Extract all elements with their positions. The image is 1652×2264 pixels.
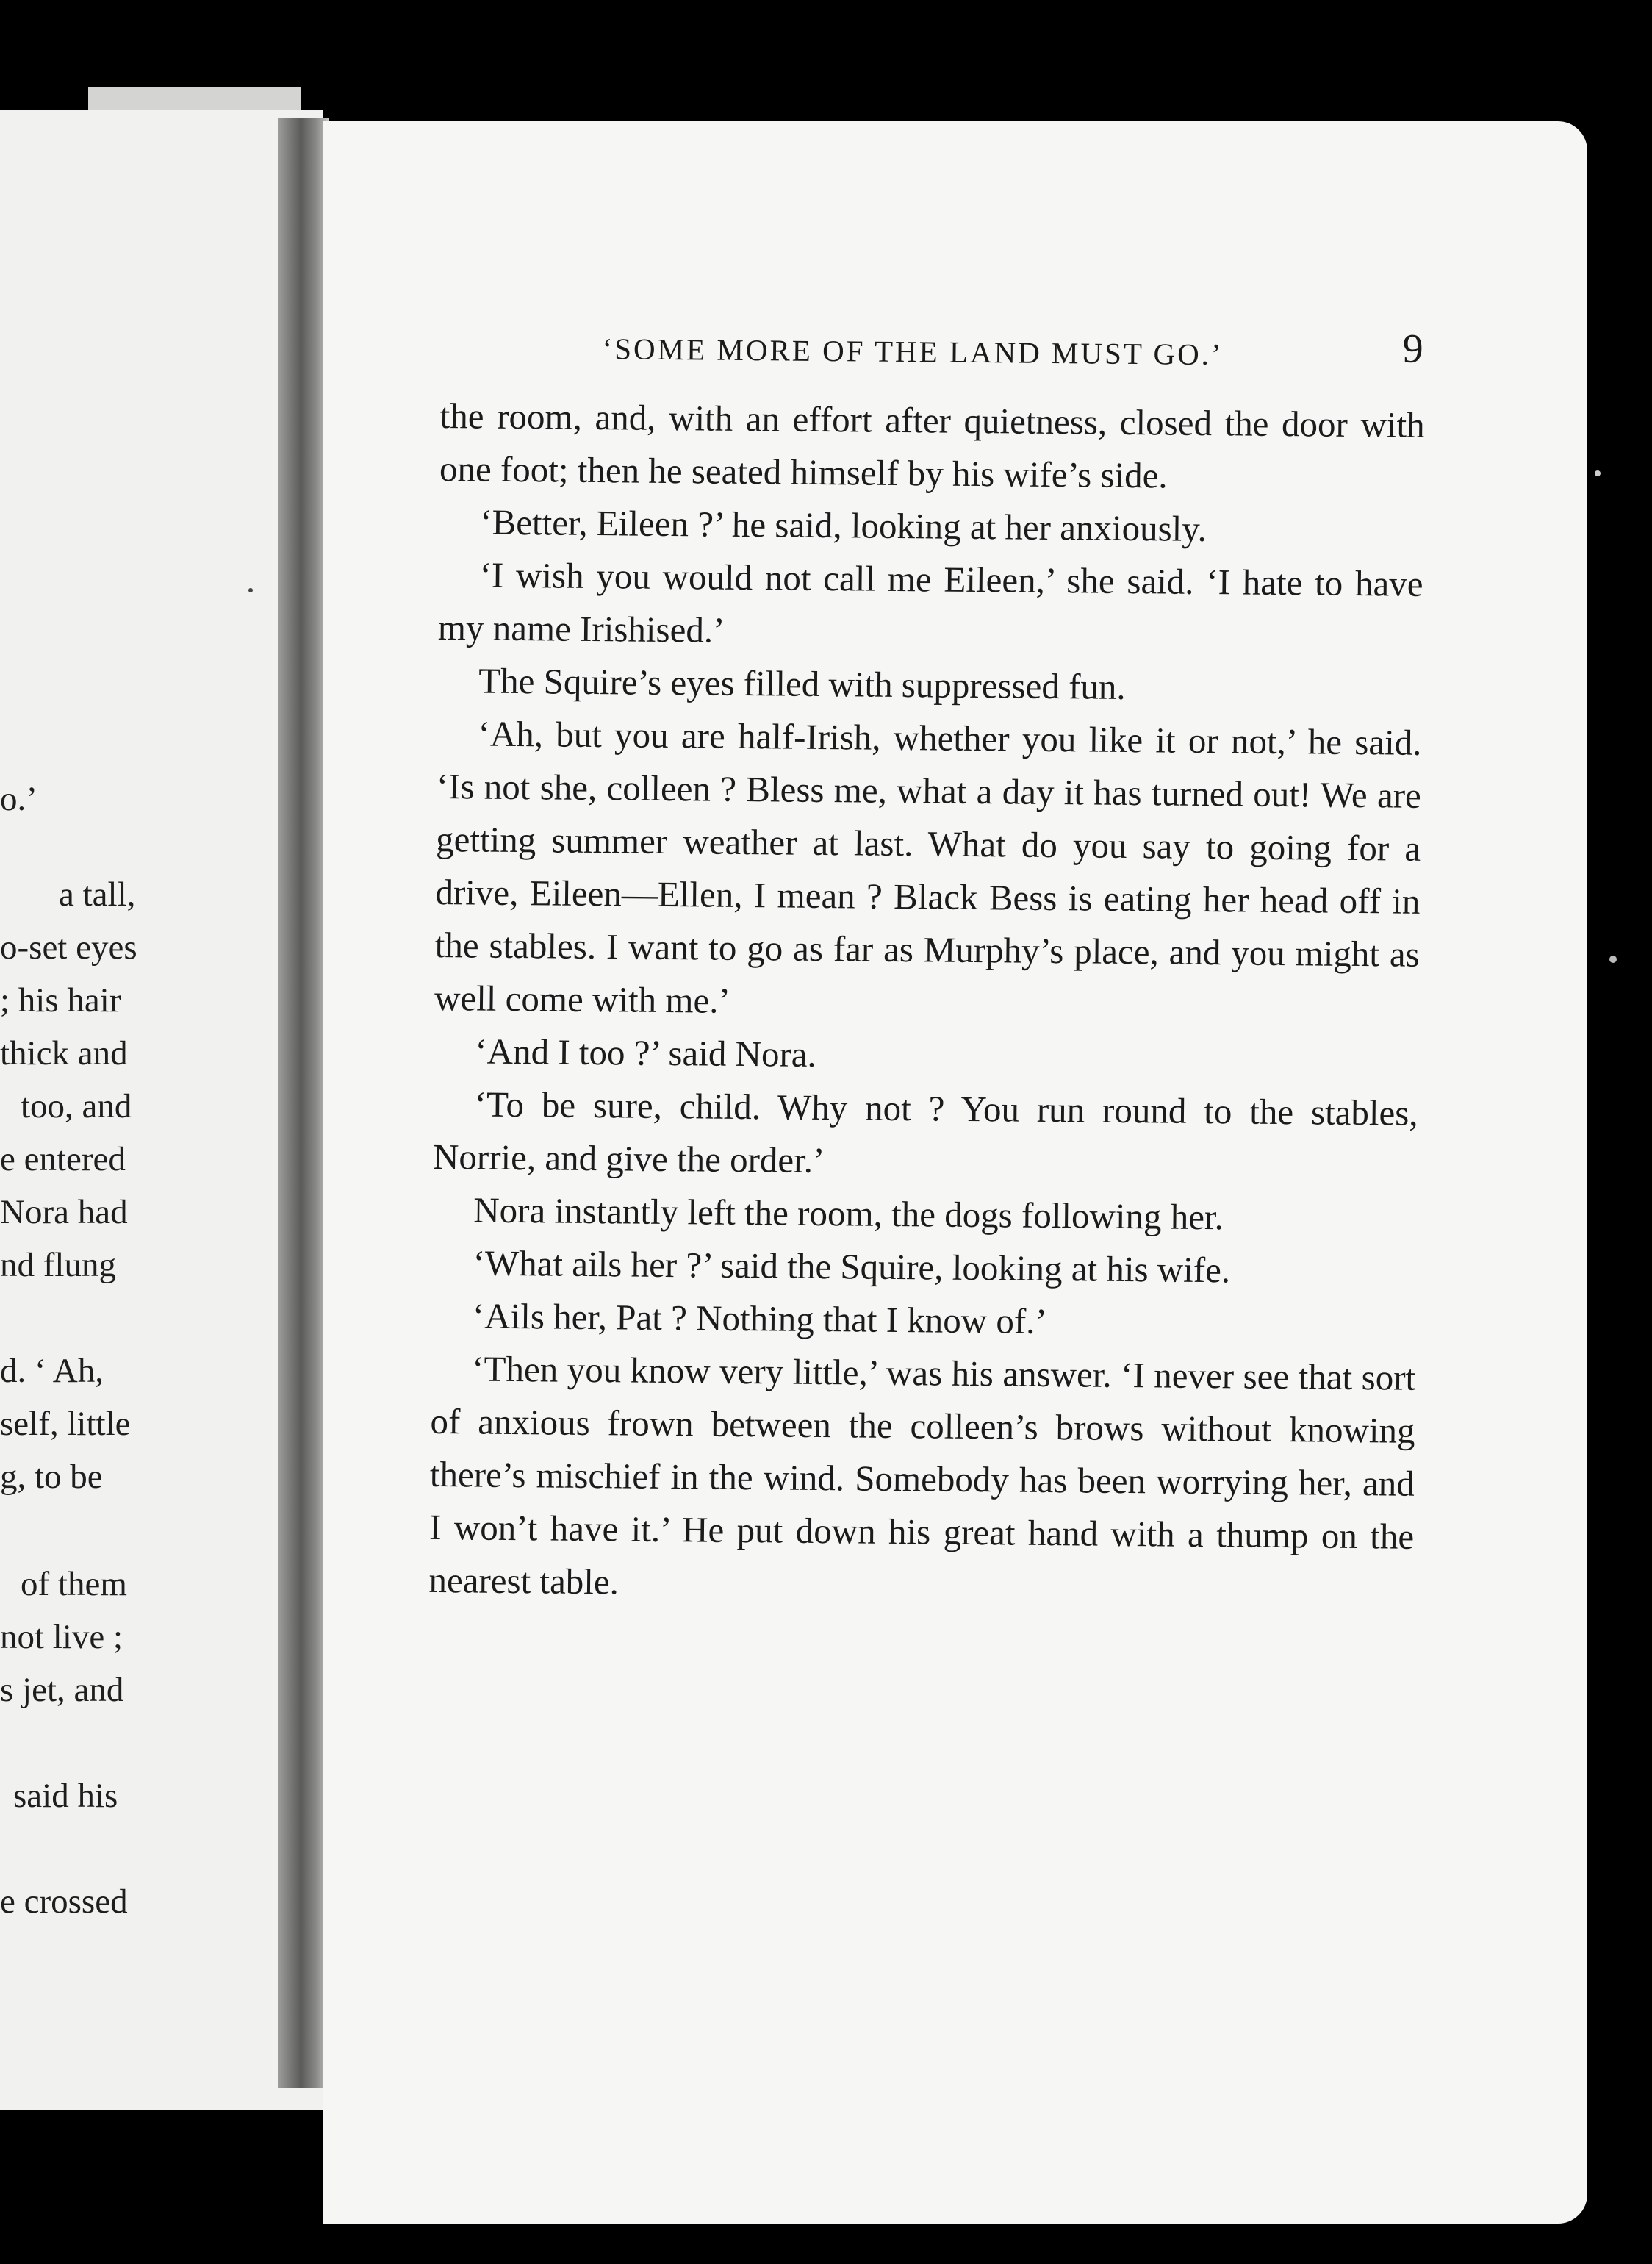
paragraph: ‘Better, Eileen ?’ he said, looking at her anxiously. xyxy=(480,501,1207,550)
left-page xyxy=(0,110,323,2110)
left-text-fragment: said his xyxy=(13,1777,118,1815)
paragraph: ‘Ah, but you are half-Irish, whether you like it or not,’ he said. ‘Is not she, colleen ? Bless me, what a day it has turned out! We are getting summer weather at last. What do you say to going for a drive, Eileen—Ellen, I mean ? Black Bess is eating her head off in the stables. I want to go as far as Murphy’s place, and you might as well come with me.’ xyxy=(434,713,1422,1021)
left-text-fragment: nd flung xyxy=(0,1246,116,1284)
left-text-fragment: e crossed xyxy=(0,1883,128,1921)
dust-speck xyxy=(1609,956,1617,963)
left-text-fragment: e entered xyxy=(0,1140,126,1178)
page-text-block xyxy=(428,316,1426,1616)
paragraph: ‘And I too ?’ said Nora. xyxy=(475,1031,817,1075)
book-gutter xyxy=(278,118,329,2088)
page-number: 9 xyxy=(1402,326,1426,372)
paragraph: ‘Ails her, Pat ? Nothing that I know of.’ xyxy=(472,1295,1048,1341)
left-text-fragment: o.’ xyxy=(0,780,37,818)
dust-speck xyxy=(1595,470,1601,476)
paragraph: ‘I wish you would not call me Eileen,’ she said. ‘I hate to have my name Irishised.’ xyxy=(437,554,1423,651)
paragraph: ‘Then you know very little,’ was his answer. ‘I never see that sort of anxious frown between the colleen’s brows without knowing there’s mischief in the wind. Somebody has been worrying her, and I won’t have it.’ He put down his great hand with a thump on the nearest table. xyxy=(428,1348,1416,1602)
left-text-fragment: too, and xyxy=(21,1087,132,1125)
left-text-fragment: d. ‘ Ah, xyxy=(0,1352,104,1390)
paragraph: ‘To be sure, child. Why not ? You run round to the stables, Norrie, and give the order.’ xyxy=(432,1083,1418,1181)
paragraph: the room, and, with an effort after quietness, closed the door with one foot; then he seated himself by his wife’s side. xyxy=(439,395,1425,496)
left-text-fragment: thick and xyxy=(0,1034,128,1072)
left-text-fragment: self, little xyxy=(0,1405,131,1443)
left-text-fragment: g, to be xyxy=(0,1458,103,1496)
left-text-fragment: Nora had xyxy=(0,1193,128,1231)
left-text-fragment: not live ; xyxy=(0,1618,123,1656)
left-text-fragment: s jet, and xyxy=(0,1671,124,1709)
left-text-fragment: ; his hair xyxy=(0,981,121,1020)
left-text-fragment: of them xyxy=(21,1565,127,1603)
running-title: ‘SOME MORE OF THE LAND MUST GO.’ xyxy=(602,332,1224,372)
dust-speck xyxy=(248,588,253,592)
left-text-fragment: a tall, xyxy=(59,875,136,914)
paragraph: The Squire’s eyes filled with suppressed fun. xyxy=(478,660,1126,707)
page-header xyxy=(440,316,1426,399)
body-text xyxy=(428,390,1425,1616)
paragraph: Nora instantly left the room, the dogs following her. xyxy=(473,1189,1224,1238)
paragraph: ‘What ails her ?’ said the Squire, looking at his wife. xyxy=(473,1242,1231,1291)
left-text-fragment: o-set eyes xyxy=(0,928,137,967)
